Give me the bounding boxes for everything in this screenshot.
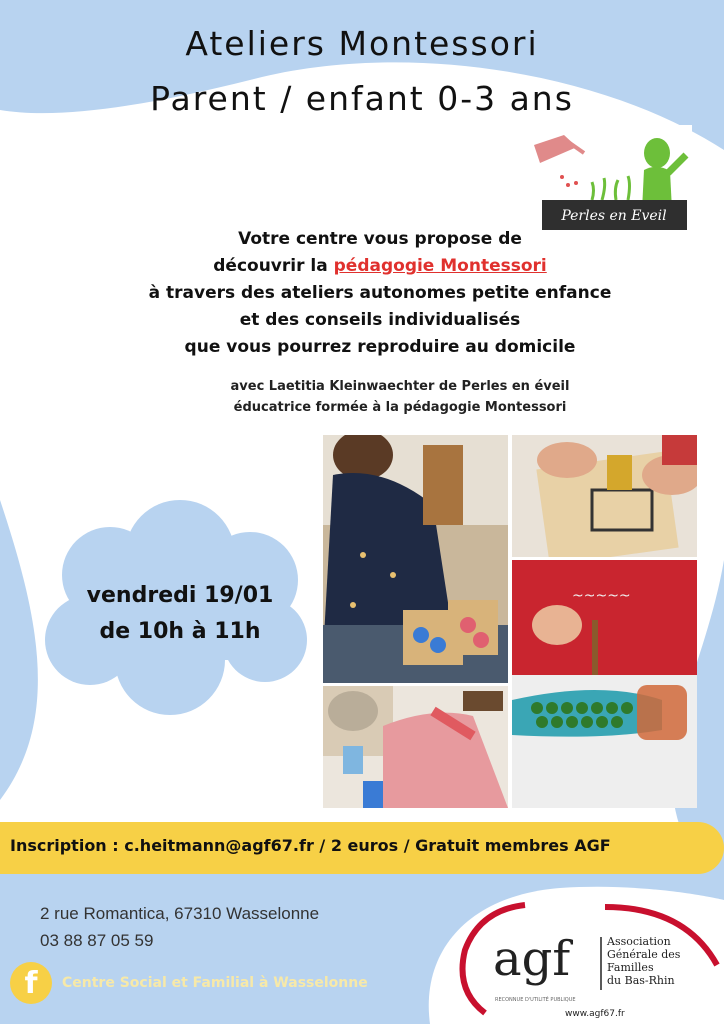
facebook-icon[interactable]: f [10,962,52,1004]
pedagogie-montessori-highlight: pédagogie Montessori [333,256,547,276]
agf-url: www.agf67.fr [565,1009,625,1019]
agf-logo [455,895,724,1024]
event-datetime [55,578,305,650]
title-line-1: Ateliers Montessori [185,24,539,63]
intro-line-5: que vous pourrez reproduire au domicile [184,337,576,357]
address-street: 2 rue Romantica, 67310 Wasselonne [40,904,320,923]
intro-line-2 [120,253,640,280]
intro-line-2-prefix: découvrir la [213,256,334,276]
address-phone: 03 88 87 05 59 [40,931,154,950]
intro-line-3: à travers des ateliers autonomes petite enfance [148,283,612,303]
perles-en-eveil-logo [532,125,692,230]
title-line-2: Parent / enfant 0-3 ans [150,79,574,118]
facebook-page-link[interactable]: Centre Social et Familial à Wasselonne [62,975,368,991]
agf-line-2: Générale des [607,948,681,961]
photo-children-pouring [323,686,508,808]
educator-info [180,376,620,418]
agf-tagline: RECONNUE D'UTILITÉ PUBLIQUE [495,997,576,1003]
photo-hands-with-lock [512,435,697,557]
agf-line-1: Association [607,935,671,948]
educator-line-1: avec Laetitia Kleinwaechter de Perles en éveil [230,379,570,394]
svg-text:~~~~~: ~~~~~ [572,588,631,604]
registration-text: Inscription : c.heitmann@agf67.fr / 2 euros / Gratuit membres AGF [10,836,611,855]
photo-pipette-activity [512,560,697,808]
logo-text: Perles en Eveil [561,208,667,224]
intro-line-1: Votre centre vous propose de [238,229,522,249]
agf-line-4: du Bas-Rhin [607,974,675,987]
educator-line-2: éducatrice formée à la pédagogie Montessori [233,400,567,415]
agf-wordmark: agf [493,931,571,987]
left-blue-curve [0,500,38,800]
intro-text [120,226,640,361]
event-time: de 10h à 11h [99,619,261,644]
intro-line-4: et des conseils individualisés [239,310,521,330]
agf-line-3: Familles [607,961,654,974]
photo-child-with-boxes [323,435,508,683]
event-day: vendredi 19/01 [86,583,274,608]
